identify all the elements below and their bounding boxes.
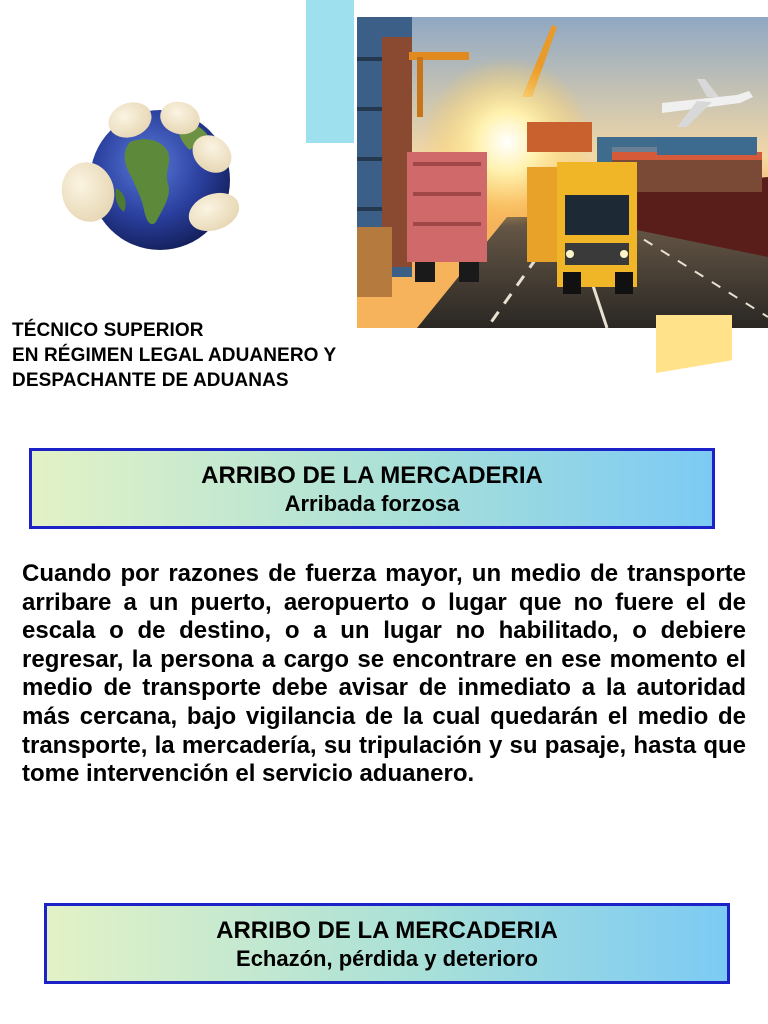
logistics-photo [357, 17, 768, 328]
decorative-yellow-shape [656, 315, 732, 373]
section-body-text: Cuando por razones de fuerza mayor, un medio de transporte arribare a un puerto, aeropuerto o lugar que no fuere el de escala o de destino, o a un lugar no habilitado, o debiere regresar, la persona a cargo se encontrare en ese momento el medio de transporte debe avisar de inmediato a la autoridad más cercana, bajo vigilancia de la cual quedarán el medio de transporte, la mercadería, su tripulación y su pasaje, hasta que tome intervención el servicio aduanero. [22, 560, 746, 788]
section-subtitle: Echazón, pérdida y deterioro [236, 946, 538, 971]
program-title-line: EN RÉGIMEN LEGAL ADUANERO Y [12, 345, 337, 366]
section-title: ARRIBO DE LA MERCADERIA [201, 462, 543, 489]
globe-logo-icon [58, 80, 248, 255]
decorative-cyan-bar [306, 0, 354, 143]
section-heading-box [44, 903, 730, 984]
section-title: ARRIBO DE LA MERCADERIA [216, 917, 558, 944]
section-heading-box [29, 448, 715, 529]
program-title [12, 318, 336, 393]
section-subtitle: Arribada forzosa [284, 491, 460, 516]
program-title-line: DESPACHANTE DE ADUANAS [12, 370, 289, 391]
program-title-line: TÉCNICO SUPERIOR [12, 320, 204, 341]
